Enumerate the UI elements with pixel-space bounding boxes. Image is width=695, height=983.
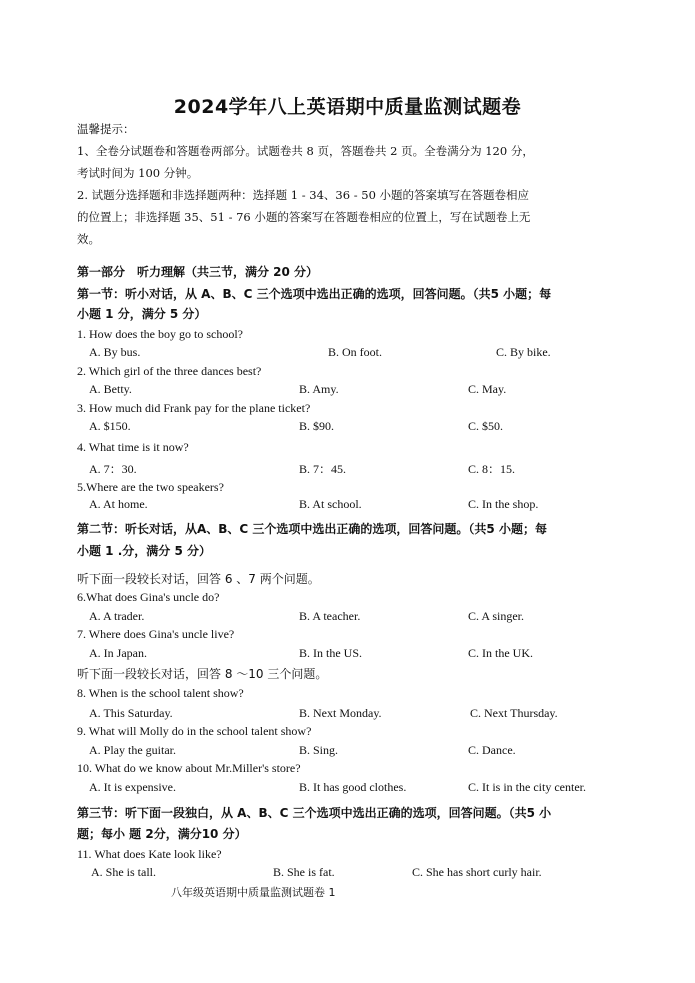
q9-option-c: C. Dance.	[468, 743, 516, 757]
notice-heading: 温馨提示：	[77, 122, 135, 136]
notice-line-1a: 1、全卷分试题卷和答题卷两部分。试题卷共 8 页，答题卷共 2 页。全卷满分为 120 分，	[77, 144, 534, 158]
section-two-heading-line1: 第二节：听长对话，从A、B、C 三个选项中选出正确的选项，回答问题。（共5 小题；每	[77, 522, 547, 536]
section-three-heading-line1: 第三节：听下面一段独白，从 A、B、C 三个选项中选出正确的选项，回答问题。（共5 小	[77, 806, 552, 820]
q11-option-b: B. She is fat.	[273, 865, 335, 879]
section-three-heading-line2: 题；每小 题 2分，满分10 分）	[77, 827, 247, 841]
q11-option-c: C. She has short curly hair.	[412, 865, 542, 879]
q9-option-a: A. Play the guitar.	[89, 743, 176, 757]
q2-option-b: B. Amy.	[299, 382, 339, 396]
q11-option-a: A. She is tall.	[91, 865, 156, 879]
q2-option-a: A. Betty.	[89, 382, 132, 396]
q3-option-b: B. $90.	[299, 419, 335, 433]
q1-option-a: A. By bus.	[89, 345, 141, 359]
q5-option-c: C. In the shop.	[468, 497, 539, 511]
page-footer: 八年级英语期中质量监测试题卷 1	[171, 886, 336, 899]
q4-option-a: A. 7：30.	[89, 462, 137, 476]
question-4: 4. What time is it now?	[77, 440, 189, 454]
q1-option-c: C. By bike.	[496, 345, 551, 359]
section-two-instruction-2: 听下面一段较长对话，回答 8 ～10 三个问题。	[77, 667, 328, 681]
q6-option-a: A. A trader.	[89, 609, 145, 623]
q4-option-b: B. 7：45.	[299, 462, 347, 476]
question-3: 3. How much did Frank pay for the plane ticket?	[77, 401, 311, 415]
q5-option-b: B. At school.	[299, 497, 362, 511]
q2-option-c: C. May.	[468, 382, 507, 396]
q8-option-c: C. Next Thursday.	[470, 706, 558, 720]
notice-line-1b: 考试时间为 100 分钟。	[77, 166, 199, 180]
q6-option-c: C. A singer.	[468, 609, 525, 623]
question-9: 9. What will Molly do in the school talent show?	[77, 724, 312, 738]
q6-option-b: B. A teacher.	[299, 609, 361, 623]
page-title: 2024学年八上英语期中质量监测试题卷	[173, 96, 522, 118]
section-two-heading-line2: 小题 1 .分，满分 5 分）	[77, 544, 211, 558]
question-5: 5.Where are the two speakers?	[77, 480, 224, 494]
question-7: 7. Where does Gina's uncle live?	[77, 627, 235, 641]
question-6: 6.What does Gina's uncle do?	[77, 590, 220, 604]
part-one-heading: 第一部分 听力理解（共三节，满分 20 分）	[77, 265, 319, 279]
q7-option-b: B. In the US.	[299, 646, 362, 660]
q10-option-c: C. It is in the city center.	[468, 780, 586, 794]
q10-option-b: B. It has good clothes.	[299, 780, 407, 794]
notice-line-2b: 的位置上；非选择题 35、51 - 76 小题的答案写在答题卷相应的位置上，写在试题卷上无	[77, 210, 531, 224]
q8-option-b: B. Next Monday.	[299, 706, 382, 720]
question-11: 11. What does Kate look like?	[77, 847, 222, 861]
section-one-heading-line1: 第一节：听小对话，从 A、B、C 三个选项中选出正确的选项，回答问题。（共5 小题；每	[77, 287, 552, 301]
section-one-heading-line2: 小题 1 分，满分 5 分）	[77, 307, 207, 321]
q4-option-c: C. 8：15.	[468, 462, 516, 476]
q7-option-c: C. In the UK.	[468, 646, 533, 660]
q7-option-a: A. In Japan.	[89, 646, 147, 660]
q1-option-b: B. On foot.	[328, 345, 382, 359]
q9-option-b: B. Sing.	[299, 743, 339, 757]
q3-option-a: A. $150.	[89, 419, 131, 433]
question-1: 1. How does the boy go to school?	[77, 327, 243, 341]
q10-option-a: A. It is expensive.	[89, 780, 176, 794]
question-10: 10. What do we know about Mr.Miller's store?	[77, 761, 301, 775]
q3-option-c: C. $50.	[468, 419, 504, 433]
q5-option-a: A. At home.	[89, 497, 148, 511]
question-2: 2. Which girl of the three dances best?	[77, 364, 262, 378]
question-8: 8. When is the school talent show?	[77, 686, 244, 700]
notice-line-2a: 2. 试题分选择题和非选择题两种：选择题 1 - 34、36 - 50 小题的答案填写在答题卷相应	[77, 188, 530, 202]
q8-option-a: A. This Saturday.	[89, 706, 173, 720]
notice-line-2c: 效。	[77, 232, 100, 246]
section-two-instruction-1: 听下面一段较长对话，回答 6 、7 两个问题。	[77, 572, 320, 586]
